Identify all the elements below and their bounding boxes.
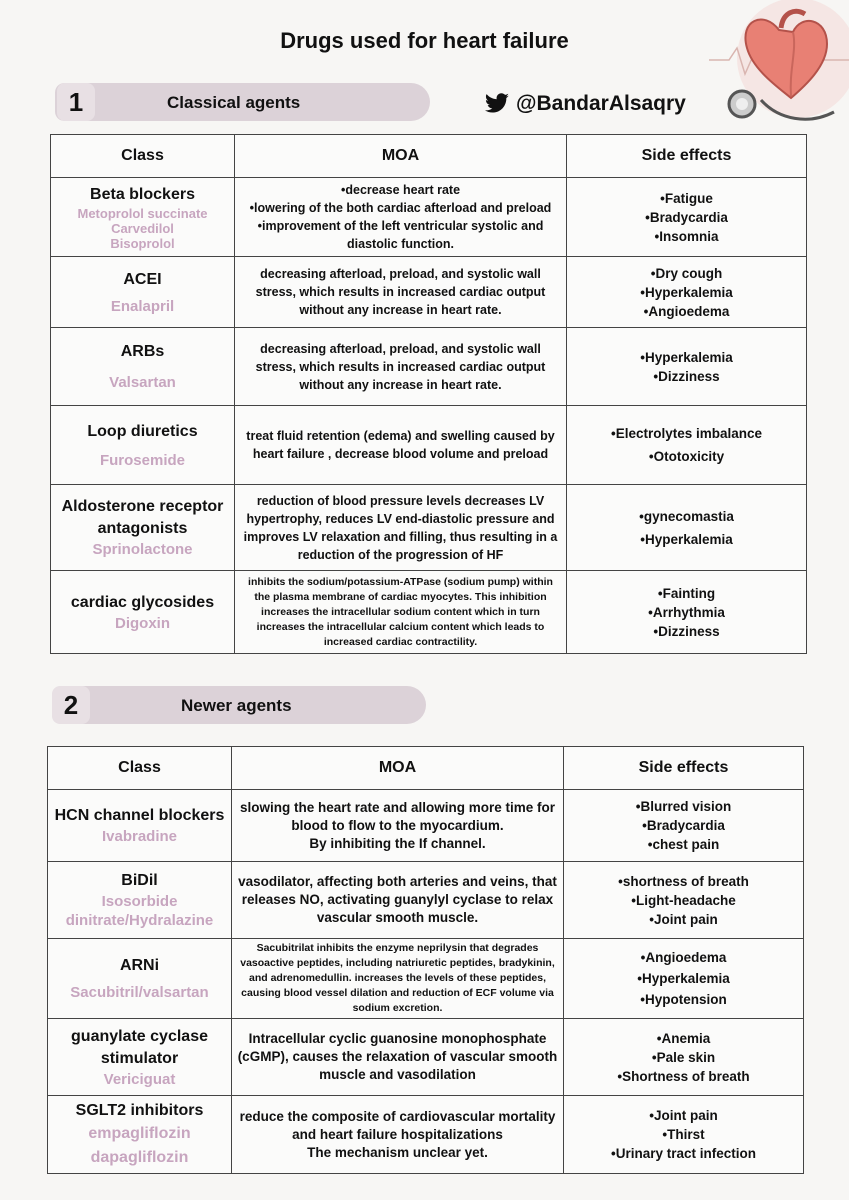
- class-cell: [48, 790, 232, 862]
- moa-text: slowing the heart rate and allowing more time for blood to flow to the myocardium.: [239, 799, 556, 833]
- drug-names: [55, 206, 230, 251]
- class-cell: [51, 406, 235, 485]
- moa-cell: [232, 1096, 564, 1174]
- section-1-number: 1: [57, 83, 95, 121]
- moa-text: vasodilator, affecting both arteries and veins, that releases NO, activating guanylyl cyclase to relax vascular smooth muscle.: [238, 874, 557, 925]
- side-effect: •Bradycardia: [642, 818, 725, 833]
- class-name: ACEI: [123, 270, 162, 288]
- handle-text: @BandarAlsaqry: [516, 92, 686, 115]
- drug-name: empagliflozin: [88, 1124, 191, 1142]
- section-1-label: Classical agents: [167, 93, 301, 112]
- side-effect: •Hyperkalemia: [640, 284, 733, 300]
- header-moa: MOA: [235, 135, 567, 178]
- moa-text: inhibits the sodium/potassium-ATPase (sodium pump) within the plasma membrane of cardiac myocytes. This inhibition increases the intracellular sodium content which in turn increases the intracellular calcium content which leads to increased cardiac contractility.: [248, 575, 553, 648]
- header-class: Class: [51, 135, 235, 178]
- moa-cell: [232, 939, 564, 1019]
- class-name: ARBs: [120, 343, 165, 360]
- section-2-label: Newer agents: [181, 696, 292, 715]
- table-row: [48, 862, 804, 939]
- class-name: Beta blockers: [90, 185, 195, 203]
- side-effect: •Anemia: [656, 1030, 711, 1046]
- drug-name: Enalapril: [110, 297, 175, 315]
- drug-name: Carvedilol: [111, 220, 174, 236]
- moa-text: Intracellular cyclic guanosine monophosphate (cGMP), causes the relaxation of vascular smooth muscle and vasodilation: [237, 1031, 558, 1082]
- side-effect: •Joint pain: [649, 1108, 718, 1123]
- class-cell: [48, 1096, 232, 1174]
- table-row: [51, 485, 807, 571]
- moa-text: The mechanism unclear yet.: [307, 1144, 488, 1160]
- moa-text: reduce the composite of cardiovascular mortality and heart failure hospitalizations: [239, 1108, 556, 1142]
- class-name: guanylate cyclase stimulator: [71, 1027, 208, 1067]
- class-name: HCN channel blockers: [54, 807, 225, 824]
- side-effects-cell: [564, 790, 804, 862]
- drug-name: Isosorbide: [101, 893, 178, 910]
- header-side-effects: Side effects: [564, 747, 804, 790]
- side-effects-cell: [564, 862, 804, 939]
- class-cell: [48, 939, 232, 1019]
- class-cell: [51, 571, 235, 654]
- side-effect: •Arrhythmia: [648, 604, 725, 620]
- table-row: [51, 178, 807, 257]
- moa-text: decreasing afterload, preload, and systolic wall stress, which results in increased cardiac output without any increase in heart rate.: [255, 267, 546, 317]
- side-effects-cell: [564, 1019, 804, 1096]
- moa-text: By inhibiting the If channel.: [309, 835, 486, 851]
- class-cell: [51, 257, 235, 328]
- side-effect: •Angioedema: [643, 303, 730, 319]
- side-effect: •Blurred vision: [635, 799, 732, 814]
- class-cell: [51, 178, 235, 257]
- class-cell: [51, 485, 235, 571]
- moa-cell: [232, 790, 564, 862]
- moa-text: •improvement of the left ventricular systolic and diastolic function.: [257, 219, 544, 251]
- class-name: Aldosterone receptor antagonists: [61, 498, 224, 537]
- class-name: BiDil: [121, 872, 158, 889]
- header-side-effects: Side effects: [567, 135, 807, 178]
- class-name: ARNi: [119, 957, 160, 974]
- drug-name: Valsartan: [109, 374, 176, 391]
- side-effect: •Thirst: [662, 1127, 705, 1142]
- drug-name: dinitrate/Hydralazine: [65, 912, 214, 929]
- moa-cell: [232, 862, 564, 939]
- drug-name: Sacubitril/valsartan: [70, 984, 209, 1001]
- side-effect: •Pale skin: [651, 1049, 716, 1065]
- side-effect: •Dizziness: [653, 368, 720, 384]
- side-effects-cell: [567, 178, 807, 257]
- side-effect: •Ototoxicity: [648, 449, 725, 464]
- section-2-number: 2: [52, 686, 90, 724]
- drug-name: Bisoprolol: [110, 235, 175, 251]
- class-name: Loop diuretics: [87, 422, 198, 440]
- moa-cell: [232, 1019, 564, 1096]
- classical-agents-table: [50, 134, 807, 654]
- moa-cell: [235, 571, 567, 654]
- moa-text: reduction of blood pressure levels decreases LV hypertrophy, reduces LV end-diastolic pressure and improves LV relaxation and filling, thus resulting in a reduction of the progression of HF: [243, 493, 558, 562]
- moa-text: treat fluid retention (edema) and swelling caused by heart failure , decrease blood volume and preload: [246, 429, 555, 461]
- side-effect: •Light-headache: [631, 892, 736, 908]
- side-effects-cell: [567, 328, 807, 406]
- moa-cell: [235, 178, 567, 257]
- header-class: Class: [48, 747, 232, 790]
- table-row: [48, 1019, 804, 1096]
- table-header-row: [48, 747, 804, 790]
- side-effects-cell: [567, 571, 807, 654]
- side-effect: •chest pain: [647, 837, 720, 852]
- twitter-handle: [484, 92, 686, 116]
- table-row: [51, 257, 807, 328]
- side-effect: •Joint pain: [649, 911, 718, 927]
- moa-text: •lowering of the both cardiac afterload and preload: [249, 201, 552, 215]
- moa-cell: [235, 257, 567, 328]
- side-effect: •Hyperkalemia: [640, 531, 733, 547]
- drug-name: Ivabradine: [101, 828, 178, 845]
- moa-text: •decrease heart rate: [340, 183, 461, 197]
- drug-name: Vericiguat: [103, 1070, 176, 1088]
- class-name: cardiac glycosides: [70, 593, 215, 611]
- class-cell: [48, 862, 232, 939]
- side-effects-cell: [567, 406, 807, 485]
- drug-name: dapagliflozin: [90, 1148, 189, 1166]
- table-row: [51, 328, 807, 406]
- moa-cell: [235, 485, 567, 571]
- moa-cell: [235, 406, 567, 485]
- moa-cell: [235, 328, 567, 406]
- page-title: Drugs used for heart failure: [280, 28, 569, 53]
- header-moa: MOA: [232, 747, 564, 790]
- moa-text: Sacubitrilat inhibits the enzyme neprilysin that degrades vasoactive peptides, including natriuretic peptides, bradykinin, and adrenomedullin. increases the levels of these peptides, causing blood vessel dilation and reduction of ECF volume via sodium excretion.: [240, 942, 555, 1014]
- drug-name: Digoxin: [115, 614, 170, 632]
- table-row: [48, 939, 804, 1019]
- newer-agents-table: [47, 746, 804, 1174]
- table-row: [51, 571, 807, 654]
- side-effects-cell: [564, 939, 804, 1019]
- drug-name: Sprinolactone: [92, 541, 193, 558]
- heart-stethoscope-icon: [709, 0, 849, 130]
- drug-names: [52, 1122, 227, 1170]
- side-effect: •Fatigue: [660, 190, 713, 206]
- moa-text: decreasing afterload, preload, and systolic wall stress, which results in increased cardiac output without any increase in heart rate.: [255, 341, 546, 392]
- side-effects-cell: [564, 1096, 804, 1174]
- side-effect: •shortness of breath: [618, 873, 749, 889]
- class-cell: [48, 1019, 232, 1096]
- side-effect: •Electrolytes imbalance: [610, 426, 763, 441]
- side-effect: •gynecomastia: [639, 508, 734, 524]
- class-name: SGLT2 inhibitors: [75, 1101, 204, 1119]
- side-effect: •Dizziness: [653, 623, 720, 639]
- side-effects-cell: [567, 257, 807, 328]
- side-effects-cell: [567, 485, 807, 571]
- side-effect: •Hypotension: [640, 992, 727, 1007]
- table-row: [51, 406, 807, 485]
- twitter-icon: [484, 93, 510, 115]
- table-header-row: [51, 135, 807, 178]
- class-cell: [51, 328, 235, 406]
- side-effect: •Hyperkalemia: [637, 971, 730, 986]
- table-row: [48, 790, 804, 862]
- drug-name: Furosemide: [99, 451, 186, 469]
- table-row: [48, 1096, 804, 1174]
- side-effect: •Bradycardia: [645, 209, 728, 225]
- drug-name: Metoprolol succinate: [77, 205, 208, 221]
- side-effect: •Angioedema: [640, 950, 727, 965]
- side-effect: •Dry cough: [650, 265, 723, 281]
- side-effect: •Hyperkalemia: [640, 349, 733, 365]
- side-effect: •Fainting: [657, 585, 716, 601]
- side-effect: •Insomnia: [654, 228, 719, 244]
- drug-names: [52, 892, 227, 930]
- side-effect: •Shortness of breath: [617, 1068, 750, 1084]
- side-effect: •Urinary tract infection: [610, 1146, 756, 1161]
